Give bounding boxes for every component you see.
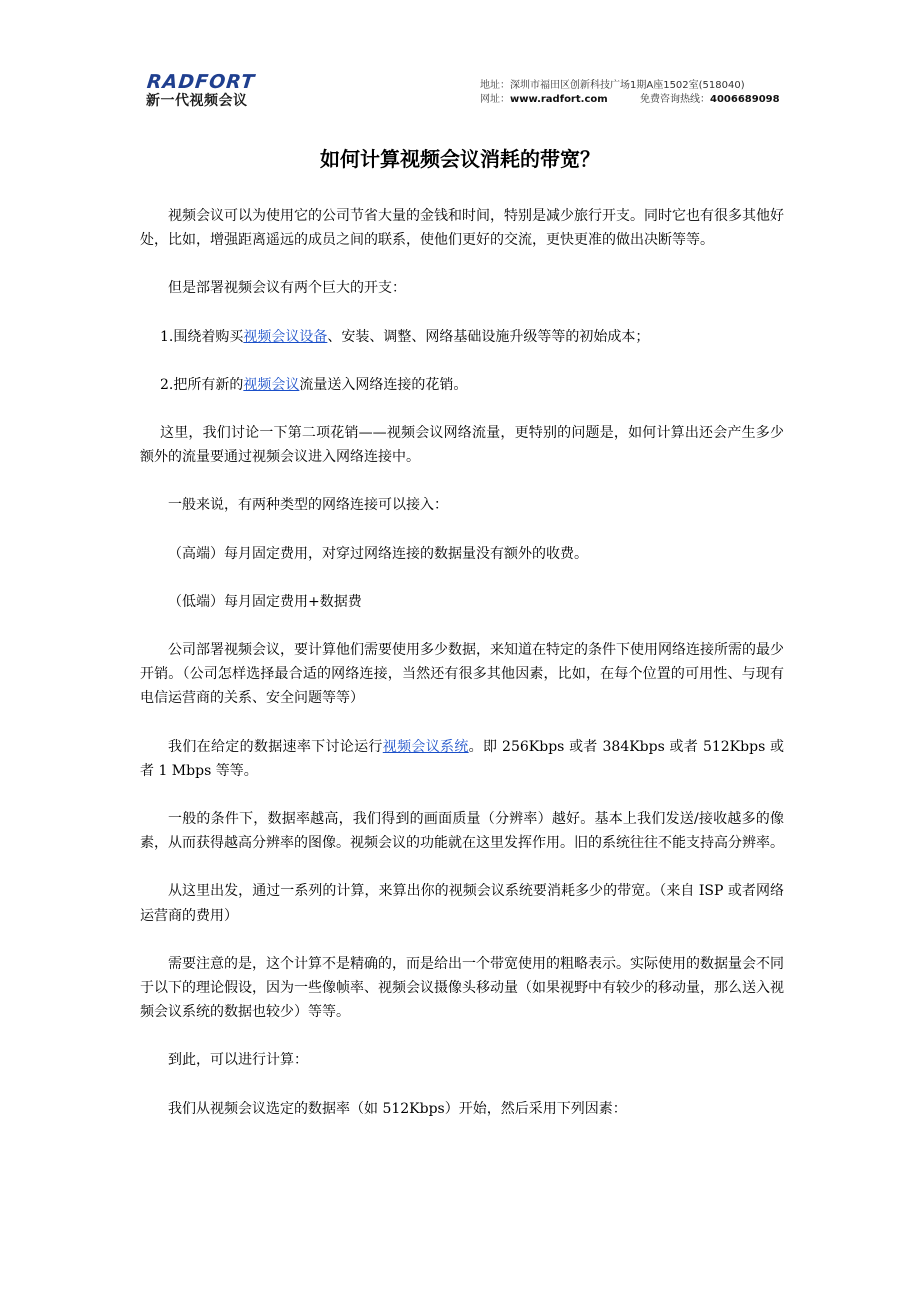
paragraph-costs: 但是部署视频会议有两个巨大的开支：: [168, 280, 406, 297]
video-conference-equipment-link[interactable]: 视频会议设备: [243, 328, 328, 345]
website-row: [480, 93, 780, 107]
company-logo: [146, 72, 271, 109]
contact-info: [480, 79, 780, 107]
paragraph-factors: 我们从视频会议选定的数据率（如 512Kbps）开始，然后采用下列因素：: [168, 1100, 627, 1117]
paragraph-cost-2: [140, 373, 784, 397]
cost-2-prefix: 2.把所有新的: [160, 376, 244, 393]
paragraph-start-calc: 到此，可以进行计算：: [168, 1052, 308, 1069]
article-title: 如何计算视频会议消耗的带宽？: [320, 147, 600, 171]
video-conference-link[interactable]: 视频会议: [243, 376, 300, 393]
data-rate-suffix: 。即 256Kbps 或者 384Kbps 或者 512Kbps 或者 1 Mbps 等等。: [140, 738, 785, 779]
data-rate-prefix: 我们在给定的数据速率下讨论运行: [168, 738, 383, 755]
hotline-number: 4006689098: [710, 94, 780, 105]
paragraph-cost-1: [140, 325, 784, 349]
paragraph-high-end: （高端）每月固定费用，对穿过网络连接的数据量没有额外的收费。: [168, 545, 588, 562]
paragraph-data-rate: [140, 735, 784, 783]
cost-1-prefix: 1.围绕着购买: [160, 328, 244, 345]
hotline-label: 免费咨询热线：: [640, 94, 710, 105]
paragraph-calculation: 从这里出发，通过一系列的计算，来算出你的视频会议系统要消耗多少的带宽。（来自 ISP 或者网络运营商的费用）: [140, 883, 784, 924]
logo-tagline: 新一代视频会议: [146, 93, 248, 109]
paragraph-low-end: （低端）每月固定费用+数据费: [168, 593, 362, 610]
paragraph-note: 需要注意的是，这个计算不是精确的，而是给出一个带宽使用的粗略表示。实际使用的数据量会不同于以下的理论假设，因为一些像帧率、视频会议摄像头移动量（如果视野中有较少的移动量，那么送入视频会议系统的数据也较少）等等。: [140, 955, 784, 1021]
address-value: 深圳市福田区创新科技广场1期A座1502室(518040): [510, 80, 745, 91]
video-conference-system-link[interactable]: 视频会议系统: [382, 738, 469, 755]
paragraph-second-cost: 这里，我们讨论一下第二项花销——视频会议网络流量，更特别的问题是，如何计算出还会产生多少额外的流量要通过视频会议进入网络连接中。: [140, 425, 784, 466]
hotline: [640, 93, 780, 107]
website-link[interactable]: www.radfort.com: [510, 94, 608, 105]
cost-1-suffix: 、安装、调整、网络基础设施升级等等的初始成本；: [327, 328, 650, 345]
paragraph-connection-types: 一般来说，有两种类型的网络连接可以接入：: [168, 497, 448, 514]
website-label: 网址：: [480, 94, 510, 105]
paragraph-resolution: 一般的条件下，数据率越高，我们得到的画面质量（分辨率）越好。基本上我们发送/接收越多的像素，从而获得越高分辨率的图像。视频会议的功能就在这里发挥作用。旧的系统往往不能支持高分辨率。: [140, 811, 784, 852]
address-label: 地址：: [480, 80, 510, 91]
cost-2-suffix: 流量送入网络连接的花销。: [299, 376, 468, 393]
article-body: [140, 204, 784, 1121]
paragraph-deployment: 公司部署视频会议，要计算他们需要使用多少数据，来知道在特定的条件下使用网络连接所需的最少开销。（公司怎样选择最合适的网络连接，当然还有很多其他因素，比如，在每个位置的可用性、与现有电信运营商的关系、安全问题等等）: [140, 642, 784, 707]
logo-brand: RADFORT: [145, 71, 257, 93]
paragraph-intro: 视频会议可以为使用它的公司节省大量的金钱和时间，特别是减少旅行开支。同时它也有很多其他好处，比如，增强距离遥远的成员之间的联系，使他们更好的交流，更快更准的做出决断等等。: [140, 208, 784, 249]
address-row: [480, 79, 780, 93]
